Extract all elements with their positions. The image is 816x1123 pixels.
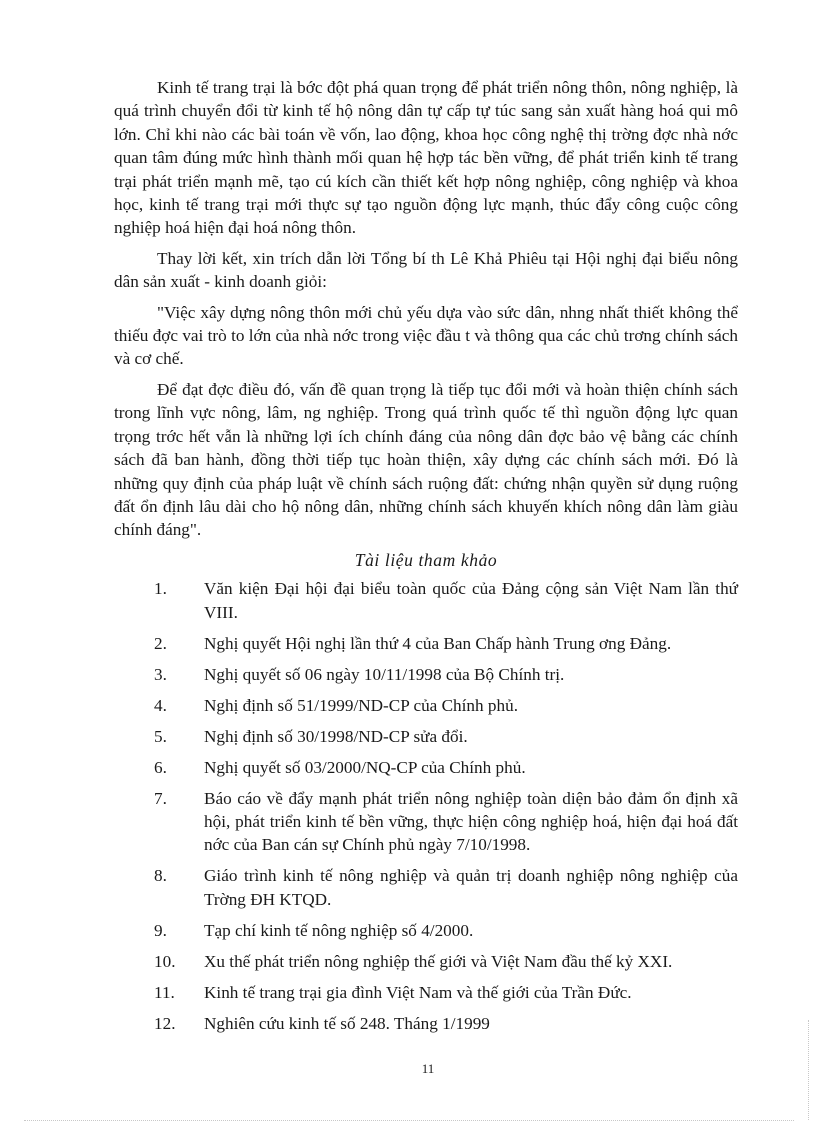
page-right-divider	[808, 1020, 809, 1120]
reference-item	[114, 577, 738, 624]
reference-item	[114, 663, 738, 686]
reference-number: 5.	[154, 726, 167, 746]
reference-number: 2.	[154, 633, 167, 653]
reference-number: 1.	[154, 579, 167, 599]
reference-number: 8.	[154, 866, 167, 886]
reference-item	[114, 725, 738, 748]
reference-text: Tạp chí kinh tế nông nghiệp số 4/2000.	[204, 920, 474, 940]
reference-item	[114, 756, 738, 779]
paragraph-quote-intro: Thay lời kết, xin trích dẫn lời Tổng bí th Lê Khả Phiêu tại Hội nghị đại biểu nông dân sản xuất - kinh doanh giỏi:	[114, 248, 738, 292]
paragraph-quote-2: Để đạt đợc điều đó, vấn đề quan trọng là tiếp tục đổi mới và hoàn thiện chính sách trong lĩnh vực nông, lâm, ng nghiệp. Trong quá trình quốc tế thì nguồn động lực quan trọng trớc hết vẫn là những lợi ích chính đáng của nông dân đợc bảo vệ bằng các chính sách đã ban hành, đồng thời tiếp tục hoàn thiện, xây dựng các chính sách mới. Đó là những quy định của pháp luật về chính sách ruộng đất: chứng nhận quyền sử dụng ruộng đất ổn định lâu dài cho hộ nông dân, những chính sách khuyến khích nông dân làm giàu chính đáng".	[114, 379, 738, 540]
document-body	[114, 76, 738, 1043]
reference-number: 6.	[154, 757, 167, 777]
reference-text: Xu thế phát triển nông nghiệp thế giới và Việt Nam đầu thế kỷ XXI.	[204, 951, 673, 971]
reference-text: Kinh tế trang trại gia đình Việt Nam và thế giới của Trần Đức.	[204, 982, 632, 1002]
reference-item	[114, 864, 738, 911]
reference-text: Nghị quyết số 06 ngày 10/11/1998 của Bộ Chính trị.	[204, 664, 565, 684]
references-list	[114, 577, 738, 1035]
reference-number: 4.	[154, 695, 167, 715]
reference-number: 12.	[154, 1013, 176, 1033]
reference-text: Giáo trình kinh tế nông nghiệp và quản trị doanh nghiệp nông nghiệp của Trờng ĐH KTQD.	[204, 866, 738, 909]
reference-item	[114, 787, 738, 857]
reference-text: Nghiên cứu kinh tế số 248. Tháng 1/1999	[204, 1013, 490, 1033]
reference-text: Báo cáo về đẩy mạnh phát triển nông nghiệp toàn diện bảo đảm ổn định xã hội, phát triển kinh tế bền vững, thực hiện công nghiệp hoá, hiện đại hoá đất nớc của Ban cán sự Chính phủ ngày 7/10/1998.	[204, 788, 738, 855]
reference-item	[114, 632, 738, 655]
page-number: 11	[421, 1061, 435, 1076]
reference-text: Văn kiện Đại hội đại biểu toàn quốc của Đảng cộng sản Việt Nam lần thứ VIII.	[204, 579, 738, 622]
paragraph-quote-1: "Việc xây dựng nông thôn mới chủ yếu dựa vào sức dân, nhng nhất thiết không thể thiếu đợc vai trò to lớn của nhà nớc trong việc đầu t và thông qua các chủ trơng chính sách và cơ chế.	[114, 302, 738, 369]
reference-item	[114, 919, 738, 942]
reference-number: 9.	[154, 920, 167, 940]
paragraph-conclusion: Kinh tế trang trại là bớc đột phá quan trọng để phát triển nông thôn, nông nghiệp, là quá trình chuyển đổi từ kinh tế hộ nông dân tự cấp tự túc sang sản xuất hàng hoá qui mô lớn. Chỉ khi nào các bài toán về vốn, lao động, khoa học công nghệ thị trờng đợc nhà nớc quan tâm đúng mức hình thành mối quan hệ hợp tác bền vững, để phát triển kinh tế trang trại phát triển mạnh mẽ, tạo cú kích cần thiết kết hợp nông nghiệp, công nghiệp và khoa học, kinh tế trang trại mới thực sự tạo nguồn động lực mạnh, thúc đẩy công cuộc công nghiệp hoá hiện đại hoá nông thôn.	[114, 78, 738, 238]
reference-item	[114, 694, 738, 717]
reference-text: Nghị quyết Hội nghị lần thứ 4 của Ban Chấp hành Trung ơng Đảng.	[204, 633, 672, 653]
reference-text: Nghị định số 51/1999/ND-CP của Chính phủ.	[204, 695, 518, 715]
reference-number: 3.	[154, 664, 167, 684]
reference-item	[114, 1012, 738, 1035]
reference-text: Nghị quyết số 03/2000/NQ-CP của Chính phủ.	[204, 757, 526, 777]
references-heading: Tài liệu tham khảo	[354, 549, 498, 570]
reference-number: 10.	[154, 951, 176, 971]
reference-number: 11.	[154, 982, 175, 1002]
reference-item	[114, 950, 738, 973]
reference-text: Nghị định số 30/1998/ND-CP sửa đổi.	[204, 726, 468, 746]
page-bottom-divider	[24, 1120, 794, 1121]
reference-number: 7.	[154, 788, 167, 808]
reference-item	[114, 981, 738, 1004]
